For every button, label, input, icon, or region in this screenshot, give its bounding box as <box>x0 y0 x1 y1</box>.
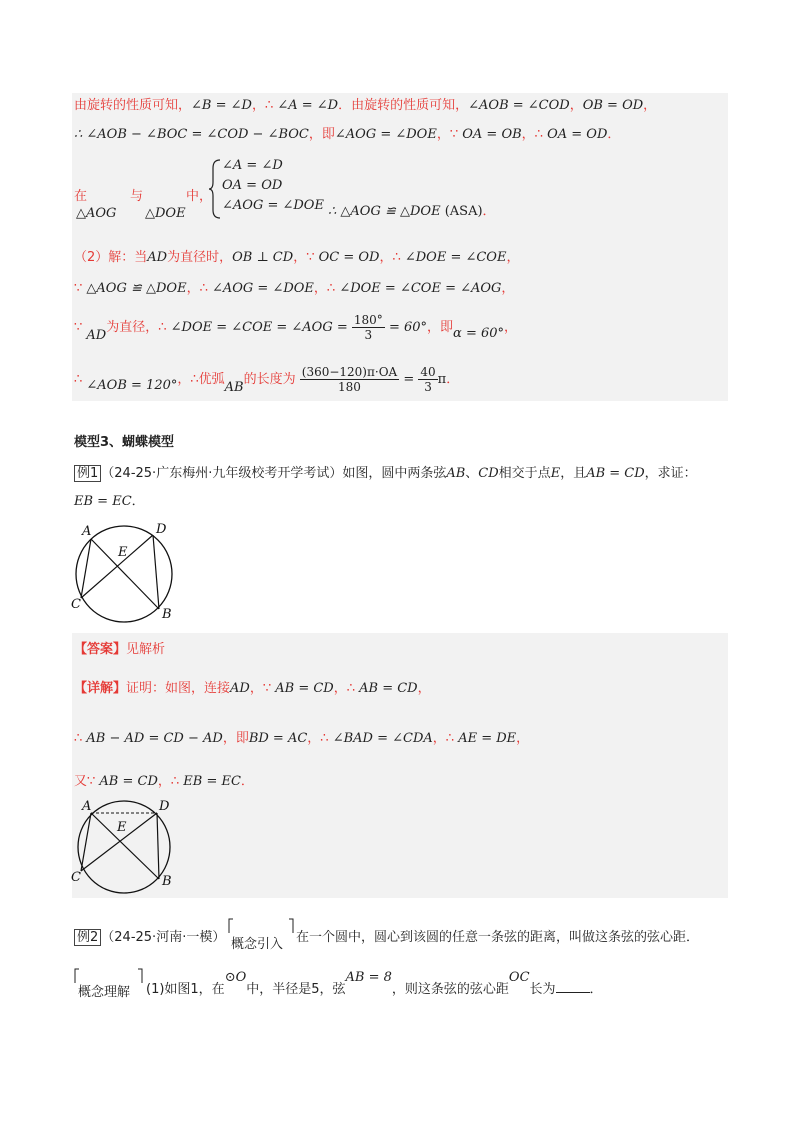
text: ． <box>482 204 496 219</box>
text: （24-25·广东梅州·九年级校考开学考试）如图，圆中两条弦 <box>101 466 447 481</box>
denominator: 3 <box>364 328 373 342</box>
example-tag: 例2 <box>74 929 101 946</box>
math: AE = DE <box>458 731 517 746</box>
math: EB = EC <box>74 494 132 509</box>
text: ． <box>240 774 254 789</box>
concept-intro-label: 概念引入 <box>231 937 284 952</box>
math: ∠A = ∠D <box>277 98 339 113</box>
math: ∠DOE = ∠COE = ∠AOG = <box>170 320 348 335</box>
text: ，∴ <box>186 281 212 296</box>
butterfly-figure-1 <box>66 518 186 628</box>
text: ∵ <box>74 281 87 296</box>
math: AD <box>147 250 168 265</box>
math: ⊙O <box>224 970 247 985</box>
math: ∠AOB = 120° <box>86 378 178 393</box>
text: 中， <box>186 189 213 204</box>
label-D: D <box>159 799 170 814</box>
label-C: C <box>71 870 81 885</box>
detail-line-3 <box>74 773 254 791</box>
text: 又∵ <box>74 774 100 789</box>
math: AB − AD = CD − AD <box>86 731 223 746</box>
math: AB <box>224 380 244 395</box>
text: ， <box>504 320 518 335</box>
text: ． <box>131 494 145 509</box>
text: 证明：如图，连接 <box>126 681 231 696</box>
text: 为直径时， <box>167 250 233 265</box>
text: （2）解：当 <box>74 250 148 265</box>
math: ∠AOB = ∠COD <box>468 98 570 113</box>
sol-line-5 <box>74 280 514 298</box>
sol-line-6 <box>74 313 517 342</box>
fraction <box>352 313 385 342</box>
text: 相交于点 <box>498 466 551 481</box>
math: △AOG <box>76 206 117 221</box>
math: △DOE <box>145 206 186 221</box>
label-B: B <box>162 607 172 622</box>
right-bracket <box>288 918 294 934</box>
numerator: (360−120)π·OA <box>301 365 398 379</box>
text: ， <box>569 98 583 113</box>
label-D: D <box>156 522 167 537</box>
math: OB = OD <box>582 98 644 113</box>
model-heading: 模型3、蝴蝶模型 <box>74 435 175 450</box>
text: ∴ <box>74 731 87 746</box>
math: ∠DOE = ∠COE <box>404 250 507 265</box>
text: ，∴ <box>251 98 278 113</box>
math: ∠AOG = ∠DOE <box>334 127 437 142</box>
math: BD = AC <box>248 731 308 746</box>
text: （24-25·河南·一模） <box>101 930 226 945</box>
math: OA = OD <box>547 127 608 142</box>
math: OA = OB <box>462 127 522 142</box>
example2-question-1 <box>146 970 603 999</box>
math: = 60° <box>388 320 428 335</box>
math: α = 60° <box>453 326 505 341</box>
text: 与 <box>130 189 144 204</box>
text: 在 <box>74 189 88 204</box>
label-C: C <box>71 597 81 612</box>
text: ∵ <box>74 320 87 335</box>
math: AB = CD <box>99 774 158 789</box>
sol-line-3-and <box>130 188 143 206</box>
text: ，∴ <box>333 681 360 696</box>
math: (ASA) <box>444 204 483 219</box>
system-row: ∠A = ∠D <box>222 158 283 173</box>
fraction <box>300 365 399 394</box>
math: △AOG ≌ △DOE <box>86 281 187 296</box>
answer-blank[interactable] <box>556 978 590 993</box>
right-bracket <box>137 968 143 984</box>
sol-line-2 <box>74 126 620 144</box>
text: ．由旋转的性质可知， <box>338 98 469 113</box>
denominator: 3 <box>424 380 432 394</box>
equation-system <box>222 156 324 216</box>
sol-line-3-tri1 <box>76 205 116 223</box>
sol-line-7 <box>74 365 459 394</box>
math: π <box>437 372 447 387</box>
text: 由旋转的性质可知， <box>74 98 192 113</box>
sol-line-3-concl <box>328 203 496 221</box>
numerator: 40 <box>420 365 436 379</box>
label-E: E <box>118 545 128 560</box>
brace-symbol <box>208 158 222 220</box>
detail-line-1 <box>74 680 431 698</box>
example-tag: 例1 <box>74 465 101 482</box>
math: E <box>550 466 561 481</box>
text: ． <box>446 372 460 387</box>
text: ，∴ <box>432 731 459 746</box>
example1-statement <box>74 465 697 483</box>
text: ，即 <box>222 731 249 746</box>
text: ， <box>501 281 515 296</box>
text: ，∴ <box>521 127 548 142</box>
math: ∠B = ∠D <box>191 98 252 113</box>
text: ，即 <box>308 127 335 142</box>
text: ，∴ <box>313 281 340 296</box>
fraction <box>418 365 437 394</box>
numerator: 180° <box>353 313 383 327</box>
text: ，且 <box>560 466 587 481</box>
text: ，∴ <box>379 250 405 265</box>
text: ， <box>516 731 530 746</box>
math: ∴ ∠AOB − ∠BOC = ∠COD − ∠BOC <box>74 127 309 142</box>
text: (1)如图1，在 <box>146 982 225 997</box>
sol-line-3-in <box>74 188 87 206</box>
math: AD <box>86 328 107 343</box>
text: ，∵ <box>293 250 319 265</box>
math: ∴ △AOG ≌ △DOE <box>328 204 441 219</box>
detail-line-2 <box>74 730 529 748</box>
math: AB = CD <box>275 681 334 696</box>
text: ，即 <box>427 320 454 335</box>
label-B: B <box>162 874 172 889</box>
text: ，∴优弧 <box>177 372 225 387</box>
text: ． <box>607 127 621 142</box>
label-A: A <box>82 799 92 814</box>
left-bracket <box>228 918 234 934</box>
math: CD <box>478 466 499 481</box>
label-A: A <box>82 524 92 539</box>
sol-line-4 <box>74 249 519 267</box>
math: OB ⊥ CD <box>232 250 294 265</box>
text: 中，半径是5，弦 <box>246 982 346 997</box>
math: AB = CD <box>586 466 645 481</box>
text: 长为 <box>529 982 556 997</box>
answer-line <box>74 641 165 659</box>
denominator: 180 <box>338 380 361 394</box>
answer-text: 见解析 <box>126 642 166 657</box>
math: AB = 8 <box>345 970 392 985</box>
text: ，∴ <box>307 731 333 746</box>
math: ∠AOG = ∠DOE <box>211 281 314 296</box>
text: ， <box>643 98 657 113</box>
math: AB = CD <box>359 681 418 696</box>
system-row: ∠AOG = ∠DOE <box>222 198 324 213</box>
math: = <box>403 372 415 387</box>
concept-understand-label: 概念理解 <box>78 985 131 1000</box>
text: 的长度为 <box>243 372 296 387</box>
sol-line-1 <box>74 97 656 115</box>
system-row: OA = OD <box>222 178 283 193</box>
left-bracket <box>74 968 80 984</box>
text: ． <box>589 982 603 997</box>
math: AD <box>230 681 250 696</box>
detail-label: 【详解】 <box>74 681 127 696</box>
sol-line-3-tri2 <box>145 205 186 223</box>
example1-goal <box>74 493 145 511</box>
answer-label: 【答案】 <box>74 642 127 657</box>
butterfly-figure-2 <box>66 795 186 895</box>
math: EB = EC <box>183 774 241 789</box>
text: ， <box>417 681 431 696</box>
text: ，求证： <box>644 466 697 481</box>
label-E: E <box>117 820 127 835</box>
text: ，∴ <box>157 774 184 789</box>
text: ，∵ <box>249 681 276 696</box>
math: OC = OD <box>318 250 380 265</box>
text: 、 <box>465 466 479 481</box>
math: AB <box>446 466 466 481</box>
text: 为直径，∴ <box>106 320 171 335</box>
example2-intro <box>74 929 225 947</box>
text: ，∵ <box>436 127 463 142</box>
math: OC <box>508 970 530 985</box>
concept-intro-text: 在一个圆中，圆心到该圆的任意一条弦的距离，叫做这条弦的弦心距． <box>296 930 700 945</box>
text: ， <box>506 250 520 265</box>
math: ∠DOE = ∠COE = ∠AOG <box>339 281 502 296</box>
text: ∴ <box>74 372 87 387</box>
text: ，则这条弦的弦心距 <box>391 982 509 997</box>
math: ∠BAD = ∠CDA <box>332 731 433 746</box>
